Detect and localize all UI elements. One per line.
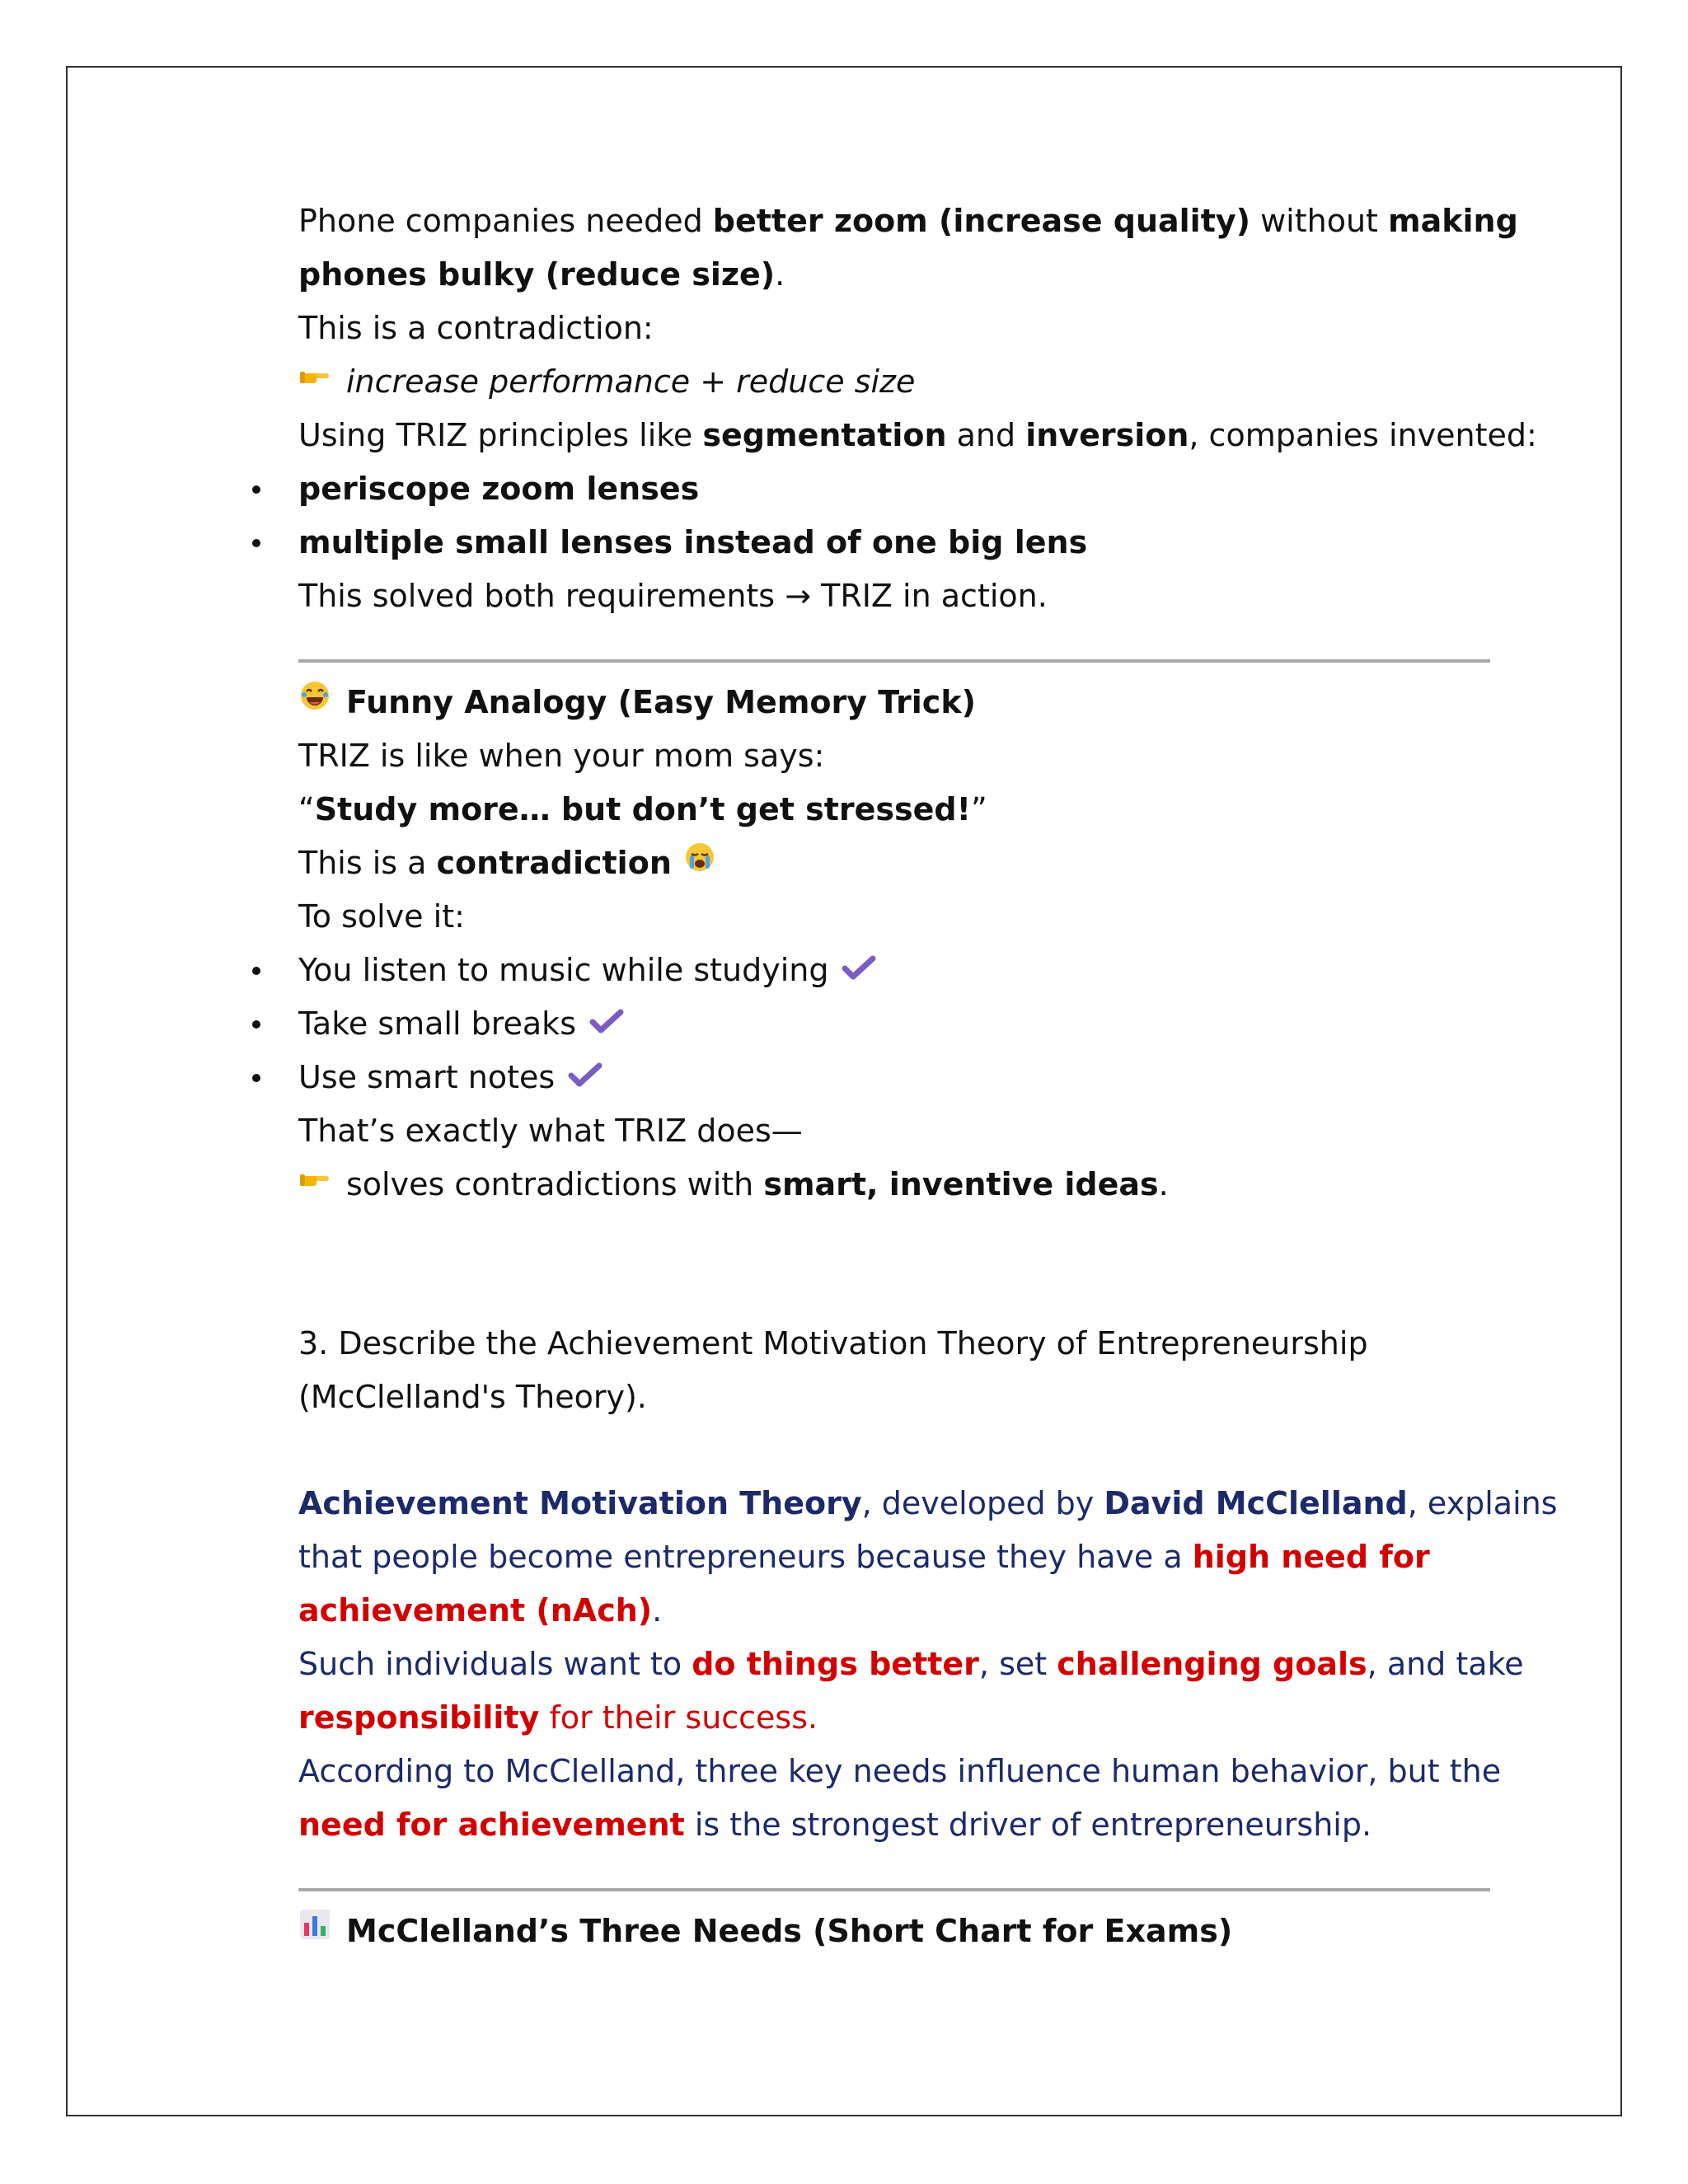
list-item: You listen to music while studying xyxy=(298,944,1493,997)
check-mark-icon xyxy=(568,1051,603,1104)
triz-line-4: increase performance + reduce size xyxy=(298,355,1493,409)
answer-line-1: Achievement Motivation Theory, developed by David McClelland, explains xyxy=(298,1485,1558,1521)
analogy-line-4: To solve it: xyxy=(298,898,465,935)
triz-line-1: Phone companies needed better zoom (increase quality) without making xyxy=(298,203,1518,239)
answer-line-6: According to McClelland, three key needs influence human behavior, but the xyxy=(298,1753,1502,1789)
triz-line-3: This is a contradiction: xyxy=(298,310,654,346)
list-item: periscope zoom lenses xyxy=(298,462,1493,516)
answer-line-2: that people become entrepreneurs because they have a high need for xyxy=(298,1539,1430,1575)
triz-line-2: phones bulky (reduce size). xyxy=(298,256,785,293)
triz-line-8: This solved both requirements → TRIZ in action. xyxy=(298,578,1048,614)
question-3-line-2: (McClelland's Theory). xyxy=(298,1379,647,1415)
list-item: Take small breaks xyxy=(298,997,1493,1051)
analogy-line-9: solves contradictions with smart, inventive ideas. xyxy=(298,1158,1493,1212)
list-item: Use smart notes xyxy=(298,1051,1493,1104)
triz-line-5: Using TRIZ principles like segmentation and inversion, companies invented: xyxy=(298,417,1537,453)
bar-chart-icon xyxy=(298,1904,331,1957)
analogy-heading: Funny Analogy (Easy Memory Trick) xyxy=(298,676,1493,729)
document-body xyxy=(298,194,1558,1958)
analogy-quote: “Study more… but don’t get stressed!” xyxy=(298,791,987,827)
answer-line-5: responsibility for their success. xyxy=(298,1699,818,1736)
question-3-line-1: 3. Describe the Achievement Motivation Theory of Entrepreneurship xyxy=(298,1325,1368,1361)
analogy-line-3: This is a contradiction xyxy=(298,837,1493,890)
chart-section-heading: McClelland’s Three Needs (Short Chart for Exams) xyxy=(298,1905,1493,1958)
pointing-hand-icon xyxy=(298,354,331,408)
crying-face-icon xyxy=(683,837,716,890)
answer-line-4: Such individuals want to do things better, set challenging goals, and take xyxy=(298,1646,1524,1682)
list-item: multiple small lenses instead of one big lens xyxy=(298,516,1493,569)
analogy-line-1: TRIZ is like when your mom says: xyxy=(298,738,825,774)
pointing-hand-icon xyxy=(298,1157,331,1211)
check-mark-icon xyxy=(842,944,876,997)
answer-line-7: need for achievement is the strongest driver of entrepreneurship. xyxy=(298,1807,1372,1843)
analogy-line-8: That’s exactly what TRIZ does— xyxy=(298,1113,803,1149)
laughing-face-icon xyxy=(298,675,331,729)
check-mark-icon xyxy=(589,997,624,1051)
answer-line-3: achievement (nAch). xyxy=(298,1592,663,1629)
